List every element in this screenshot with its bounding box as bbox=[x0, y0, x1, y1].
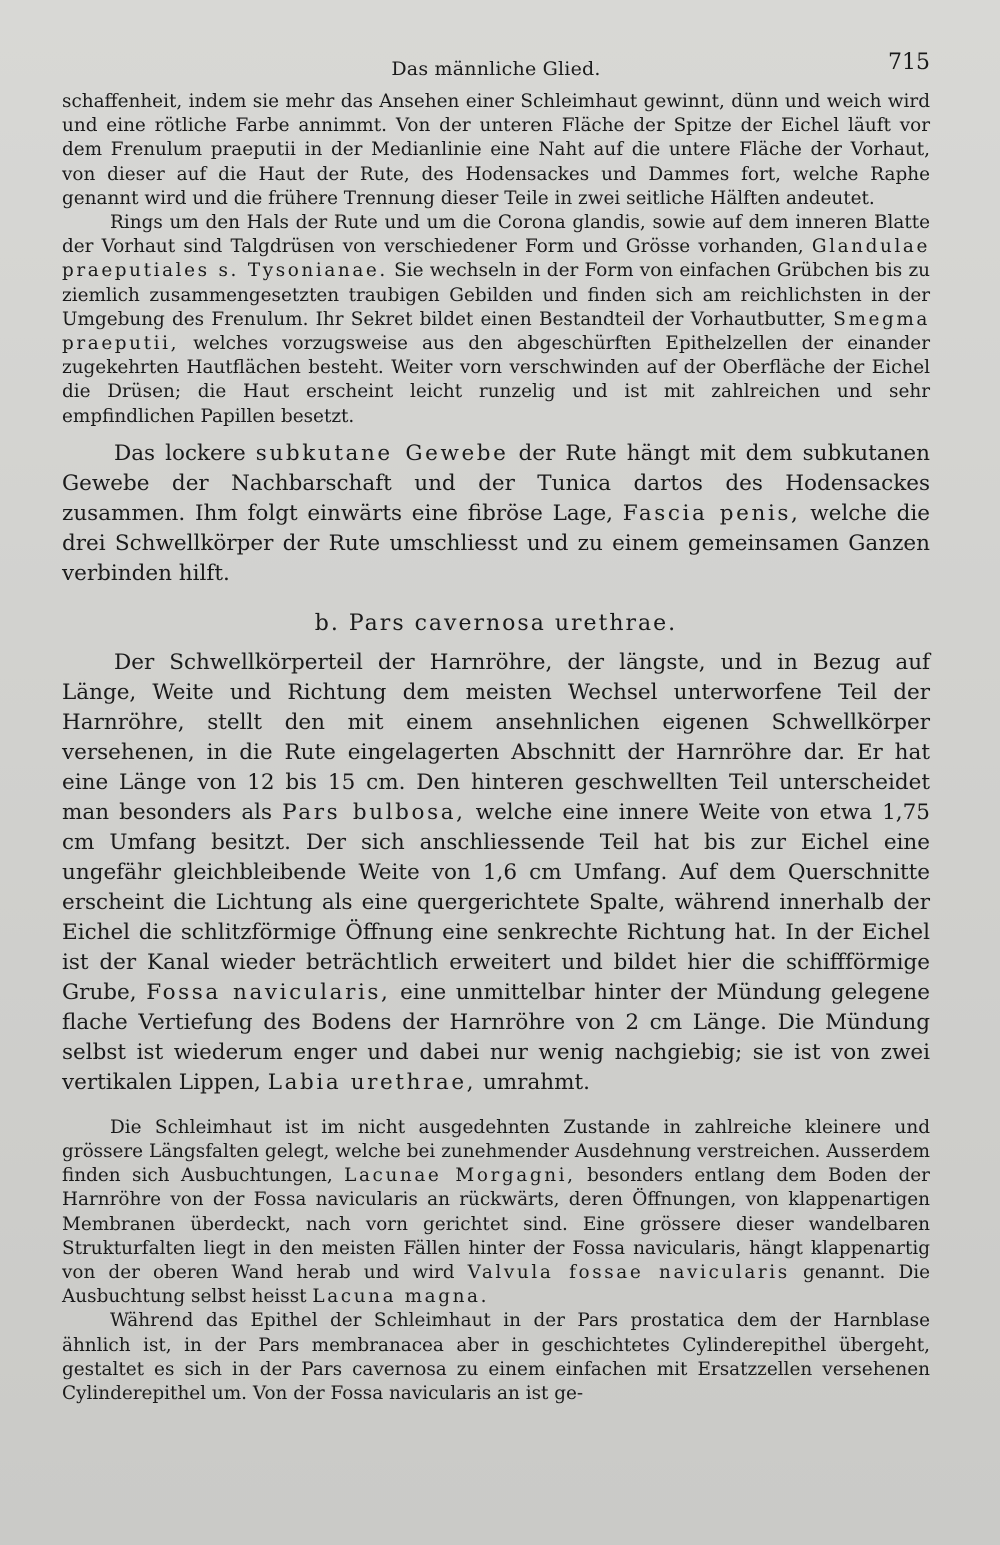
text: welche eine innere Weite von etwa 1,75 cm Umfang besitzt. Der sich anschliessende Teil hat bis zur Eichel eine ungefähr gleichbleibende Weite von 1,6 cm Umfang. Auf dem Querschnitte erscheint die Lichtung als eine quergerichtete Spalte, während innerhalb der Eichel die schlitzförmige Öffnung eine senkrechte Richtung hat. In der Eichel ist der Kanal wieder beträchtlich erweitert und bildet hier die schiffförmige Grube, bbox=[62, 799, 930, 1005]
text: umrahmt. bbox=[482, 1069, 590, 1095]
text: Das lockere bbox=[114, 440, 246, 466]
term-fascia: Fascia penis, bbox=[622, 500, 801, 526]
text: Der Schwellkörperteil der Harnröhre, der längste, und in Bezug auf Länge, Weite und Richtung dem meisten Wechsel unterworfene Teil der Harnröhre, stellt den mit einem ansehnlichen eigenen Schwellkörper versehenen, in die Rute eingelagerten Abschnitt der Harnröhre dar. Er hat eine Länge von 12 bis 15 cm. Den hinteren geschwellten Teil unterscheidet man besonders als bbox=[62, 649, 930, 825]
text: Die Schleimhaut ist im nicht ausgedehnten Zustande in zahlreiche kleinere und grössere Längsfalten gelegt, welche bei zunehmender Ausdehnung verstreichen. Ausserdem finden sich Ausbuchtungen, bbox=[62, 1116, 930, 1187]
term-lacuna-magna: Lacuna magna. bbox=[312, 1286, 490, 1308]
text: Sie wechseln in der Form von einfachen Grübchen bis zu ziemlich zusammengesetzten traubigen Gebilden und finden sich am reichlichsten in der Umgebung des Frenulum. Ihr Sekret bildet einen Bestandteil der Vorhautbutter, bbox=[62, 260, 930, 330]
paragraph-glandulae bbox=[62, 211, 930, 429]
page-number: 715 bbox=[888, 50, 930, 75]
term-lacunae: Lacunae Morgagni, bbox=[344, 1165, 576, 1187]
paragraph-subkutane bbox=[62, 439, 930, 589]
paragraph-schleimhaut bbox=[62, 1116, 930, 1310]
text: besonders entlang dem Boden der Harnröhre von der Fossa navicularis an rückwärts, deren Öffnungen, von klappenartigen Membranen überdeckt, nach vorn gerichtet sind. Eine grössere dieser wandelbaren Strukturfalten liegt in den meisten Fällen hinter der Fossa navicularis, hängt klappenartig von der oberen Wand herab und wird bbox=[62, 1165, 930, 1284]
running-title: Das männliche Glied. bbox=[391, 58, 601, 80]
section-heading: b. Pars cavernosa urethrae. bbox=[314, 610, 678, 636]
text: genannt. Die Ausbuchtung selbst heisst bbox=[62, 1262, 930, 1308]
term-labia: Labia urethrae, bbox=[267, 1069, 477, 1095]
text: welches vorzugsweise aus den abgeschürften Epithelzellen der einander zugekehrten Hautflächen besteht. Weiter vorn verschwinden auf der Oberfläche der Eichel die Drüsen; die Haut erscheint leicht runzelig und ist mit zahlreichen und sehr empfindlichen Papillen besetzt. bbox=[62, 333, 930, 427]
paragraph-epithel: Während das Epithel der Schleimhaut in der Pars prostatica dem der Harnblase ähnlich ist, in der Pars membranacea aber in geschichtetes Cylinderepithel übergeht, gestaltet es sich in der Pars cavernosa zu einem einfachen mit Ersatzzellen versehenen Cylinderepithel um. Von der Fossa navicularis an ist ge- bbox=[62, 1310, 930, 1405]
paragraph-pars-cavernosa bbox=[62, 648, 930, 1098]
term-pars-bulbosa: Pars bulbosa, bbox=[282, 799, 466, 825]
running-head bbox=[62, 50, 930, 90]
text: eine unmittelbar hinter der Mündung gelegene flache Vertiefung des Bodens der Harnröhre von 2 cm Länge. Die Mündung selbst ist wiederum enger und dabei nur wenig nachgiebig; sie ist von zwei vertikalen Lippen, bbox=[62, 979, 931, 1095]
text: Rings um den Hals der Rute und um die Corona glandis, sowie auf dem inneren Blatte der Vorhaut sind Talgdrüsen von verschiedener Form und Grösse vorhanden, bbox=[62, 212, 930, 258]
term-subkutane: subkutane Gewebe bbox=[255, 440, 509, 466]
text: welche die drei Schwellkörper der Rute umschliesst und zu einem gemeinsamen Ganzen verbinden hilft. bbox=[62, 500, 931, 586]
term-fossa: Fossa navicularis, bbox=[146, 979, 391, 1005]
term-valvula: Valvula fossae navicularis bbox=[467, 1262, 790, 1284]
term-smegma: Smegma praeputii, bbox=[62, 308, 930, 355]
paragraph-raphe: schaffenheit, indem sie mehr das Ansehen einer Schleimhaut gewinnt, dünn und weich wird und eine rötliche Farbe annimmt. Von der unteren Fläche der Spitze der Eichel läuft vor dem Frenulum praeputii in der Medianlinie eine Naht auf die untere Fläche der Vorhaut, von dieser auf die Haut der Rute, des Hodensackes und Dammes fort, welche Raphe genannt wird und die frühere Trennung dieser Teile in zwei seitliche Hälften andeutet. bbox=[62, 91, 930, 209]
text: der Rute hängt mit dem subkutanen Gewebe der Nachbarschaft und der Tunica dartos des Hodensackes zusammen. Ihm folgt einwärts eine fibröse Lage, bbox=[62, 440, 930, 526]
term-glandulae: Glandulae praeputiales s. Tysonianae. bbox=[62, 236, 930, 282]
